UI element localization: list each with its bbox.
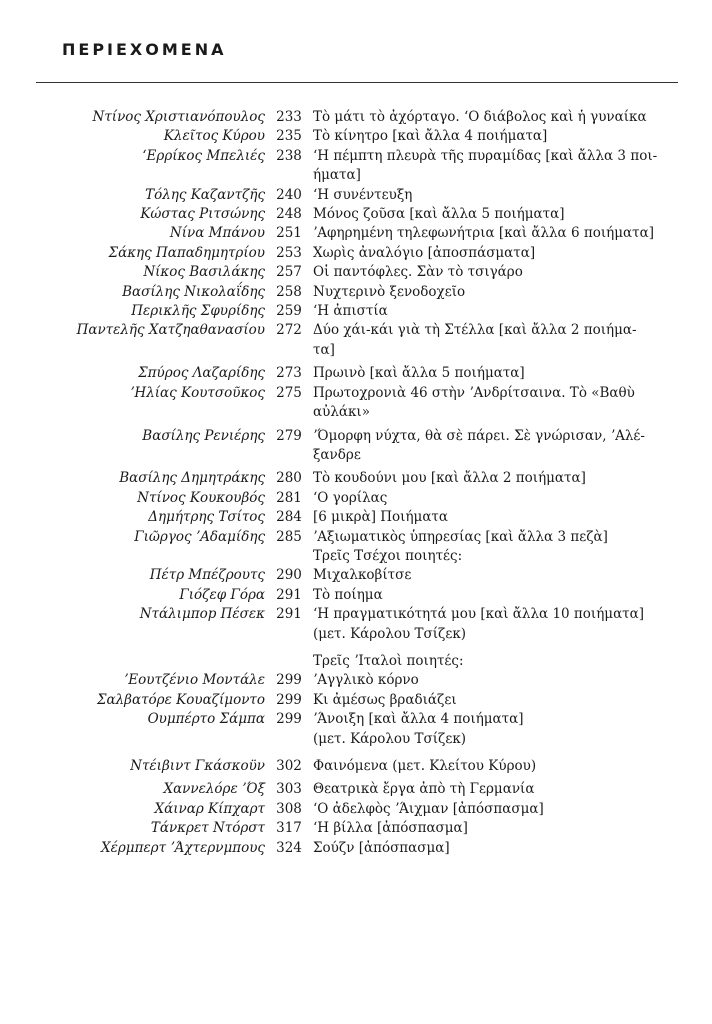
- entry-title: Τρεῖς Τσέχοι ποιητές:: [313, 547, 463, 564]
- toc-entry: [0, 127, 712, 146]
- toc-entry: [0, 671, 712, 690]
- entry-author: Γιῶργος ʼΑδαμίδης: [134, 528, 265, 545]
- toc-entry: [0, 384, 712, 423]
- toc-entry: [0, 205, 712, 224]
- toc-entry: [0, 839, 712, 858]
- entry-title: Νυχτερινὸ ξενοδοχεῖο: [313, 283, 466, 300]
- entry-author: Πέτρ Μπέζρουτς: [149, 567, 265, 584]
- entry-title: Κι ἀμέσως βραδιάζει: [313, 691, 457, 708]
- toc-entry: [0, 710, 712, 749]
- entry-author: Βασίλης Δημητράκης: [119, 470, 265, 487]
- toc-entry: [0, 800, 712, 819]
- entry-title: Φαινόμενα (μετ. Κλείτου Κύρου): [313, 758, 537, 774]
- toc-entry: [0, 586, 712, 605]
- entry-author: Χάιναρ Κίπχαρτ: [154, 800, 265, 817]
- entry-page-number: 281: [276, 489, 302, 506]
- entry-page-number: 275: [276, 384, 302, 401]
- header-divider: [36, 82, 678, 83]
- toc-entry: [0, 263, 712, 282]
- toc-entry: [0, 186, 712, 205]
- toc-entry: [0, 652, 712, 671]
- toc-entry: [0, 108, 712, 127]
- entry-author: Νίνα Μπάνου: [169, 225, 265, 242]
- entry-title: ʼΑξιωματικὸς ὑπηρεσίας [καὶ ἄλλα 3 πεζὰ]: [313, 528, 608, 545]
- entry-title: Τὸ κίνητρο [καὶ ἄλλα 4 ποιήματα]: [313, 128, 548, 145]
- table-of-contents: [0, 108, 712, 858]
- entry-page-number: 299: [276, 711, 302, 728]
- toc-entry: [0, 528, 712, 547]
- entry-page-number: 248: [276, 206, 302, 223]
- entry-page-number: 291: [276, 586, 302, 603]
- entry-title: Θεατρικὰ ἔργα ἀπὸ τὴ Γερμανία: [313, 781, 535, 798]
- entry-author: Χέρμπερτ ʼΆχτερνμπους: [101, 839, 265, 856]
- entry-author: ʼΕουτζένιο Μοντάλε: [124, 672, 265, 689]
- entry-page-number: 253: [276, 244, 302, 261]
- entry-title: Πρωινὸ [καὶ ἄλλα 5 ποιήματα]: [313, 365, 525, 382]
- entry-page-number: 259: [276, 303, 302, 320]
- entry-title: ʼΌμορφη νύχτα, θὰ σὲ πάρει. Σὲ γνώρισαν, ʼΑλέ- ξανδρε: [313, 427, 645, 463]
- toc-entry: [0, 489, 712, 508]
- entry-page-number: 299: [276, 672, 302, 689]
- entry-title: Δύο χάι-κάι γιὰ τὴ Στέλλα [καὶ ἄλλα 2 ποιήμα- τα]: [313, 322, 637, 358]
- entry-author: Τάνκρετ Ντόρστ: [150, 820, 265, 837]
- toc-entry: [0, 605, 712, 644]
- entry-page-number: 290: [276, 567, 302, 584]
- page-title: ΠΕΡΙΕΧΟΜΕΝΑ: [62, 40, 227, 59]
- entry-author: Περικλῆς Σφυρίδης: [131, 303, 265, 320]
- toc-entry: [0, 302, 712, 321]
- entry-title: Πρωτοχρονιὰ 46 στὴν ʼΑνδρίτσαινα. Τὸ «Βαθὺ αὐλάκι»: [313, 384, 635, 421]
- entry-author: Γιόζεφ Γόρα: [179, 586, 265, 603]
- entry-title: Τὸ ποίημα: [313, 586, 383, 603]
- entry-title: ʻΗ πραγματικότητά μου [καὶ ἄλλα 10 ποιήματα] (μετ. Κάρολου Τσίζεκ): [313, 606, 645, 642]
- toc-entry: [0, 780, 712, 799]
- toc-entry: [0, 566, 712, 585]
- entry-page-number: 251: [276, 225, 302, 242]
- entry-title: Τὸ μάτι τὸ ἀχόρταγο. ʻΟ διάβολος καὶ ἡ γυναίκα: [313, 109, 647, 125]
- entry-author: Κλεῖτος Κύρου: [163, 128, 265, 145]
- entry-title: ʻΗ συνέντευξη: [313, 186, 413, 203]
- entry-page-number: 317: [276, 820, 302, 837]
- entry-author: Βασίλης Νικολαΐδης: [122, 283, 265, 300]
- toc-entry: [0, 691, 712, 710]
- entry-author: Κώστας Ριτσώνης: [140, 206, 265, 223]
- entry-title: Τὸ κουδούνι μου [καὶ ἄλλα 2 ποιήματα]: [313, 470, 586, 487]
- entry-page-number: 302: [276, 758, 302, 774]
- toc-entry: [0, 147, 712, 186]
- entry-title: Μόνος ζοῦσα [καὶ ἄλλα 5 ποιήματα]: [313, 206, 565, 223]
- entry-page-number: 284: [276, 509, 302, 526]
- toc-entry: [0, 244, 712, 263]
- entry-title: Σούζν [ἀπόσπασμα]: [313, 839, 450, 856]
- toc-entry: [0, 547, 712, 566]
- entry-page-number: 240: [276, 186, 302, 203]
- entry-title: ʼΑγγλικὸ κόρνο: [313, 672, 419, 689]
- entry-author: ʻΕρρίκος Μπελιές: [142, 147, 265, 164]
- entry-page-number: 233: [276, 109, 302, 125]
- entry-author: Σαλβατόρε Κουαζίμοντο: [96, 691, 265, 708]
- entry-page-number: 279: [276, 427, 302, 444]
- entry-title: ʻΗ ἀπιστία: [313, 303, 388, 320]
- entry-title: [6 μικρὰ] Ποιήματα: [313, 509, 449, 526]
- toc-entry: [0, 321, 712, 360]
- entry-page-number: 324: [276, 839, 302, 856]
- entry-page-number: 257: [276, 264, 302, 281]
- entry-title: Οἱ παντόφλες. Σὰν τὸ τσιγάρο: [313, 264, 523, 281]
- entry-title: ʻΗ πέμπτη πλευρὰ τῆς πυραμίδας [καὶ ἄλλα 3 ποι- ήματα]: [313, 147, 658, 184]
- entry-author: Ντίνος Χριστιανόπουλος: [92, 109, 265, 125]
- entry-author: Ντέιβιντ Γκάσκοϋν: [130, 758, 265, 774]
- entry-author: ʼΗλίας Κουτσοῦκος: [130, 384, 265, 401]
- entry-page-number: 238: [276, 147, 302, 164]
- toc-entry: [0, 224, 712, 243]
- toc-entry: [0, 508, 712, 527]
- entry-author: Ουμπέρτο Σάμπα: [147, 711, 265, 728]
- entry-page-number: 303: [276, 781, 302, 798]
- entry-title: ʼΑφηρημένη τηλεφωνήτρια [καὶ ἄλλα 6 ποιήματα]: [313, 225, 654, 242]
- entry-title: ʼΆνοιξη [καὶ ἄλλα 4 ποιήματα] (μετ. Κάρολου Τσίζεκ): [313, 711, 524, 747]
- entry-author: Σάκης Παπαδημητρίου: [108, 244, 265, 261]
- entry-page-number: 285: [276, 528, 302, 545]
- entry-author: Τόλης Καζαντζῆς: [145, 186, 265, 203]
- entry-page-number: 291: [276, 606, 302, 623]
- entry-title: Χωρὶς ἀναλόγιο [ἀποσπάσματα]: [313, 244, 536, 261]
- toc-entry: [0, 819, 712, 838]
- entry-page-number: 308: [276, 800, 302, 817]
- entry-author: Ντάλιμποp Πέσεκ: [139, 606, 265, 623]
- entry-author: Ντίνος Κουκουβός: [137, 489, 265, 506]
- entry-page-number: 273: [276, 365, 302, 382]
- entry-page-number: 258: [276, 283, 302, 300]
- entry-title: Μιχαλκοβίτσε: [313, 567, 412, 584]
- toc-entry: [0, 283, 712, 302]
- entry-title: ʻΟ ἀδελφὸς ʼΆιχμαν [ἀπόσπασμα]: [313, 800, 544, 817]
- entry-title: Τρεῖς ʼΙταλοὶ ποιητές:: [313, 652, 464, 669]
- entry-title: ʻΟ γορίλας: [313, 489, 388, 506]
- toc-entry: [0, 364, 712, 383]
- entry-title: ʻΗ βίλλα [ἀπόσπασμα]: [313, 820, 468, 837]
- entry-author: Δημήτρης Τσίτος: [148, 509, 265, 526]
- toc-entry: [0, 469, 712, 488]
- entry-author: Παντελῆς Χατζηαθανασίου: [76, 322, 265, 339]
- entry-author: Νίκος Βασιλάκης: [143, 264, 265, 281]
- entry-author: Χαννελόρε ʼΌξ: [163, 781, 265, 798]
- entry-page-number: 235: [276, 128, 302, 145]
- entry-page-number: 272: [276, 322, 302, 339]
- entry-author: Σπύρος Λαζαρίδης: [138, 365, 265, 382]
- entry-author: Βασίλης Ρενιέρης: [142, 427, 265, 444]
- entry-page-number: 299: [276, 691, 302, 708]
- entry-page-number: 280: [276, 470, 302, 487]
- toc-entry: [0, 757, 712, 776]
- toc-entry: [0, 427, 712, 466]
